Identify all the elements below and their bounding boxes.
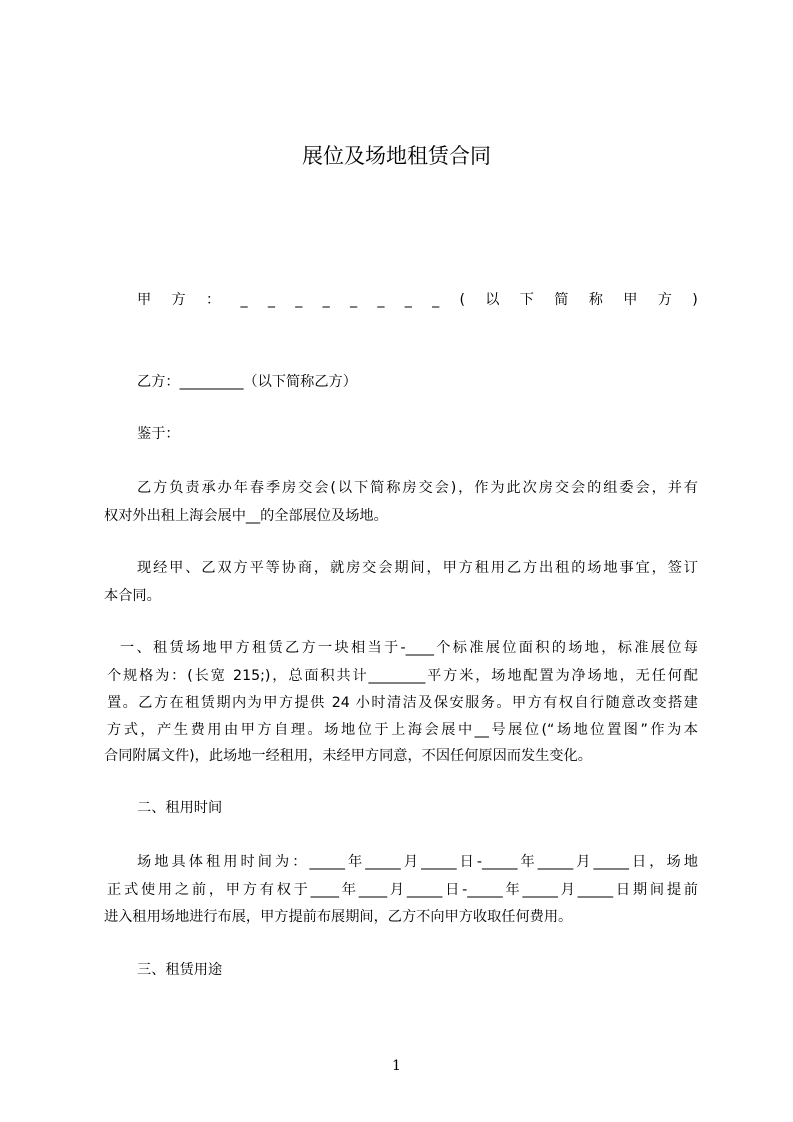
paragraph-1-line-1: 乙方负责承办年春季房交会(以下简称房交会)，作为此次房交会的组委会，并有 (137, 480, 698, 496)
section-2-line-3: 进入租用场地进行布展，甲方提前布展期间，乙方不向甲方收取任何费用。 (104, 909, 573, 925)
party-a-char: 下 (519, 292, 534, 308)
party-a-char: 以 (485, 292, 500, 308)
party-a-char: ： (205, 292, 221, 308)
party-a-char: _ (295, 292, 303, 308)
party-a-char: ( (459, 292, 465, 308)
party-a-char: _ (267, 292, 275, 308)
party-a-char: _ (404, 292, 412, 308)
page-number: 1 (392, 1058, 401, 1074)
party-a-char: 甲 (623, 292, 638, 308)
section-2-line-2: 正式使用之前，甲方有权于____年____月_____日-_____年_____月_____日期间提前 (107, 882, 698, 898)
section-1-line-4: 方式，产生费用由甲方自理。场地位于上海会展中__号展位(“场地位置图”作为本 (107, 722, 698, 738)
section-1-line-3: 置。乙方在租赁期内为甲方提供 24 小时清洁及保安服务。甲方有权自行随意改变搭建 (107, 695, 698, 711)
section-2-line-1: 场地具体租用时间为：_____年_____月_____日-_____年_____月_____日，场地 (137, 854, 698, 870)
party-a-char: 简 (554, 292, 569, 308)
party-a-char: _ (432, 292, 440, 308)
party-a-line (137, 290, 698, 310)
party-a-char: ) (692, 292, 698, 308)
section-1-line-2: 个规格为：(长宽 215;)，总面积共计________平方米，场地配置为净场地，无任何配 (107, 668, 698, 684)
section-3-heading: 三、租赁用途 (137, 962, 223, 978)
party-a-char: _ (240, 292, 248, 308)
section-2-heading: 二、租用时间 (137, 800, 223, 816)
section-1-line-5: 合同附属文件)，此场地一经租用，未经甲方同意，不因任何原因而发生变化。 (104, 748, 592, 764)
party-a-char: 方 (171, 292, 186, 308)
party-a-char: 方 (657, 292, 672, 308)
party-a-char: 称 (588, 292, 603, 308)
paragraph-2-line-1: 现经甲、乙双方平等协商，就房交会期间，甲方租用乙方出租的场地事宜，签订 (137, 560, 698, 576)
party-a-char: _ (349, 292, 358, 308)
party-a-char: 甲 (137, 292, 152, 308)
paragraph-1-line-2: 权对外出租上海会展中__的全部展位及场地。 (104, 508, 388, 524)
paragraph-2-line-2: 本合同。 (104, 588, 161, 604)
whereas-label: 鉴于： (137, 426, 180, 442)
party-a-char: _ (322, 292, 330, 308)
document-title: 展位及场地租赁合同 (302, 144, 491, 168)
party-b-line: 乙方：_________（以下简称乙方） (137, 374, 357, 390)
party-a-char: _ (377, 292, 385, 308)
section-1-line-1: 一、租赁场地甲方租赁乙方一块相当于-____个标准展位面积的场地，标准展位每 (120, 640, 698, 656)
